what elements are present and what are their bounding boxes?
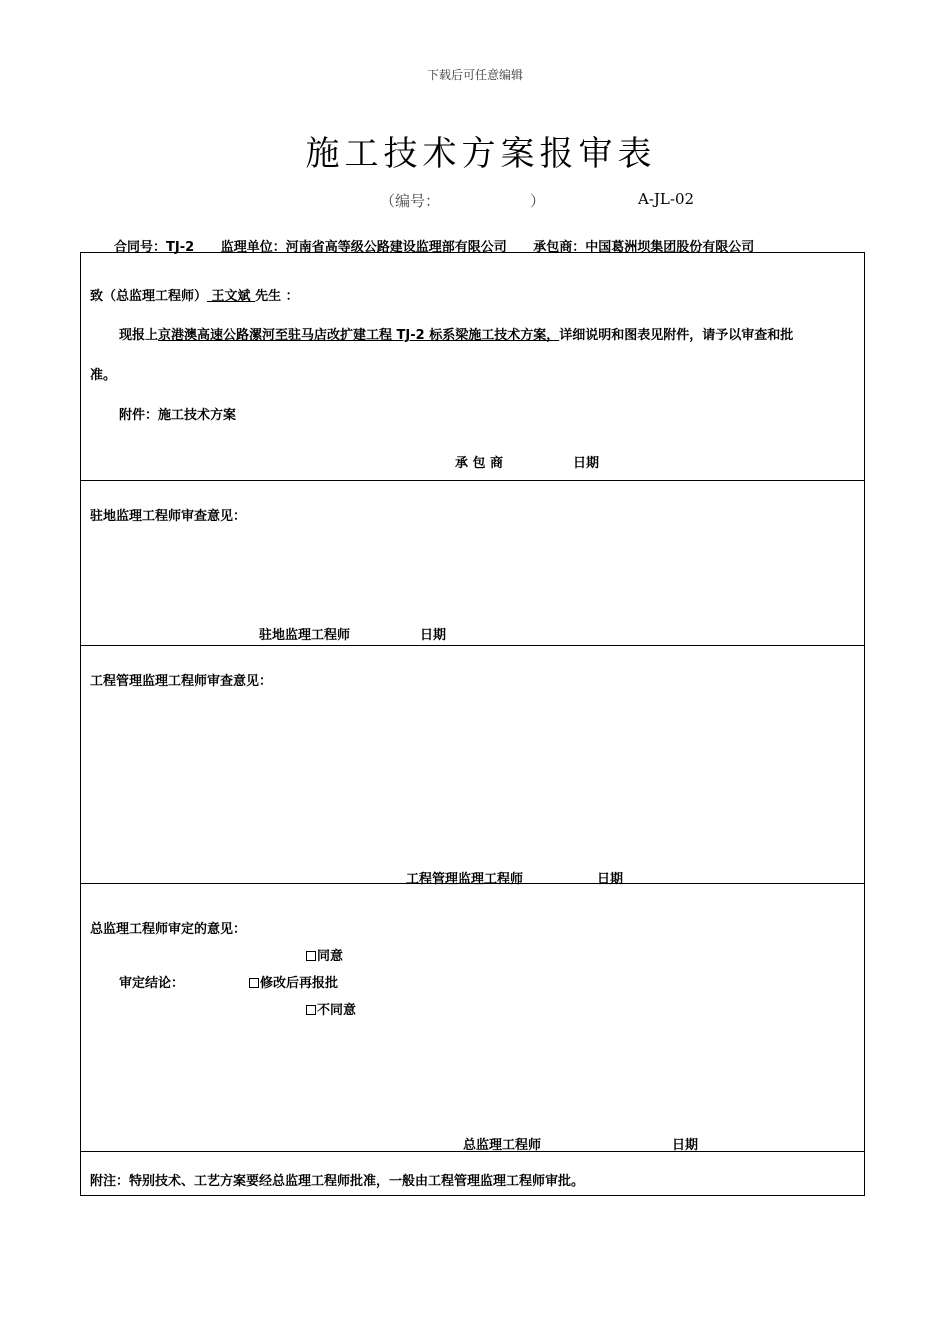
management-sign-label: 工程管理监理工程师 bbox=[406, 872, 524, 887]
checkbox-icon[interactable] bbox=[306, 1005, 316, 1015]
conclusion-label: 审定结论： bbox=[119, 976, 185, 991]
resident-date-label: 日期 bbox=[420, 628, 447, 643]
section-note bbox=[81, 1152, 864, 1195]
addressee-prefix: 致（总监理工程师） bbox=[90, 289, 208, 304]
header-note: 下载后可任意编辑 bbox=[426, 68, 523, 82]
option-revise[interactable] bbox=[249, 972, 338, 991]
resident-sign-label: 驻地监理工程师 bbox=[259, 628, 351, 643]
attachment-line: 附件：施工技术方案 bbox=[119, 408, 237, 423]
management-heading: 工程管理监理工程师审查意见： bbox=[90, 674, 273, 689]
option-disagree[interactable] bbox=[306, 999, 356, 1018]
body-tail: 准。 bbox=[90, 368, 117, 383]
section-submission bbox=[81, 253, 864, 481]
page-title: 施工技术方案报审表 bbox=[305, 134, 657, 174]
option-agree-label: 同意 bbox=[317, 949, 344, 964]
chief-sign-label: 总监理工程师 bbox=[463, 1138, 542, 1153]
number-close: ） bbox=[530, 192, 546, 210]
contract-number: 合同号：TJ-2 bbox=[114, 240, 195, 255]
checkbox-icon[interactable] bbox=[306, 951, 316, 961]
project-name: 京港澳高速公路漯河至驻马店改扩建工程 TJ-2 标系梁施工技术方案， bbox=[158, 328, 560, 343]
section-chief-review bbox=[81, 884, 864, 1152]
body-prefix: 现报上 bbox=[119, 328, 159, 343]
option-disagree-label: 不同意 bbox=[317, 1003, 357, 1018]
review-form bbox=[80, 252, 865, 1196]
option-agree[interactable] bbox=[306, 945, 343, 964]
note-text: 附注：特别技术、工艺方案要经总监理工程师批准，一般由工程管理监理工程师审批。 bbox=[90, 1174, 585, 1189]
chief-heading: 总监理工程师审定的意见： bbox=[90, 922, 247, 937]
addressee-line bbox=[90, 285, 299, 304]
contractor-sign-label: 承 包 商 bbox=[455, 456, 504, 471]
submission-body bbox=[119, 324, 793, 343]
contractor-name: 承包商：中国葛洲坝集团股份有限公司 bbox=[533, 240, 755, 255]
resident-heading: 驻地监理工程师审查意见： bbox=[90, 509, 247, 524]
contractor-date-label: 日期 bbox=[573, 456, 600, 471]
form-code: A-JL-02 bbox=[638, 190, 695, 208]
option-revise-label: 修改后再报批 bbox=[260, 976, 339, 991]
management-date-label: 日期 bbox=[597, 872, 624, 887]
supervisor-unit: 监理单位：河南省高等级公路建设监理部有限公司 bbox=[220, 240, 507, 255]
number-label: （编号： bbox=[380, 192, 441, 210]
addressee-suffix: 先生 ： bbox=[255, 289, 299, 304]
body-suffix: 详细说明和图表见附件，请予以审查和批 bbox=[559, 328, 794, 343]
section-management-review bbox=[81, 646, 864, 887]
addressee-name: 王文斌 bbox=[207, 289, 256, 304]
number-line bbox=[0, 190, 950, 210]
section-resident-review bbox=[81, 481, 864, 646]
chief-date-label: 日期 bbox=[672, 1138, 699, 1153]
checkbox-icon[interactable] bbox=[249, 978, 259, 988]
